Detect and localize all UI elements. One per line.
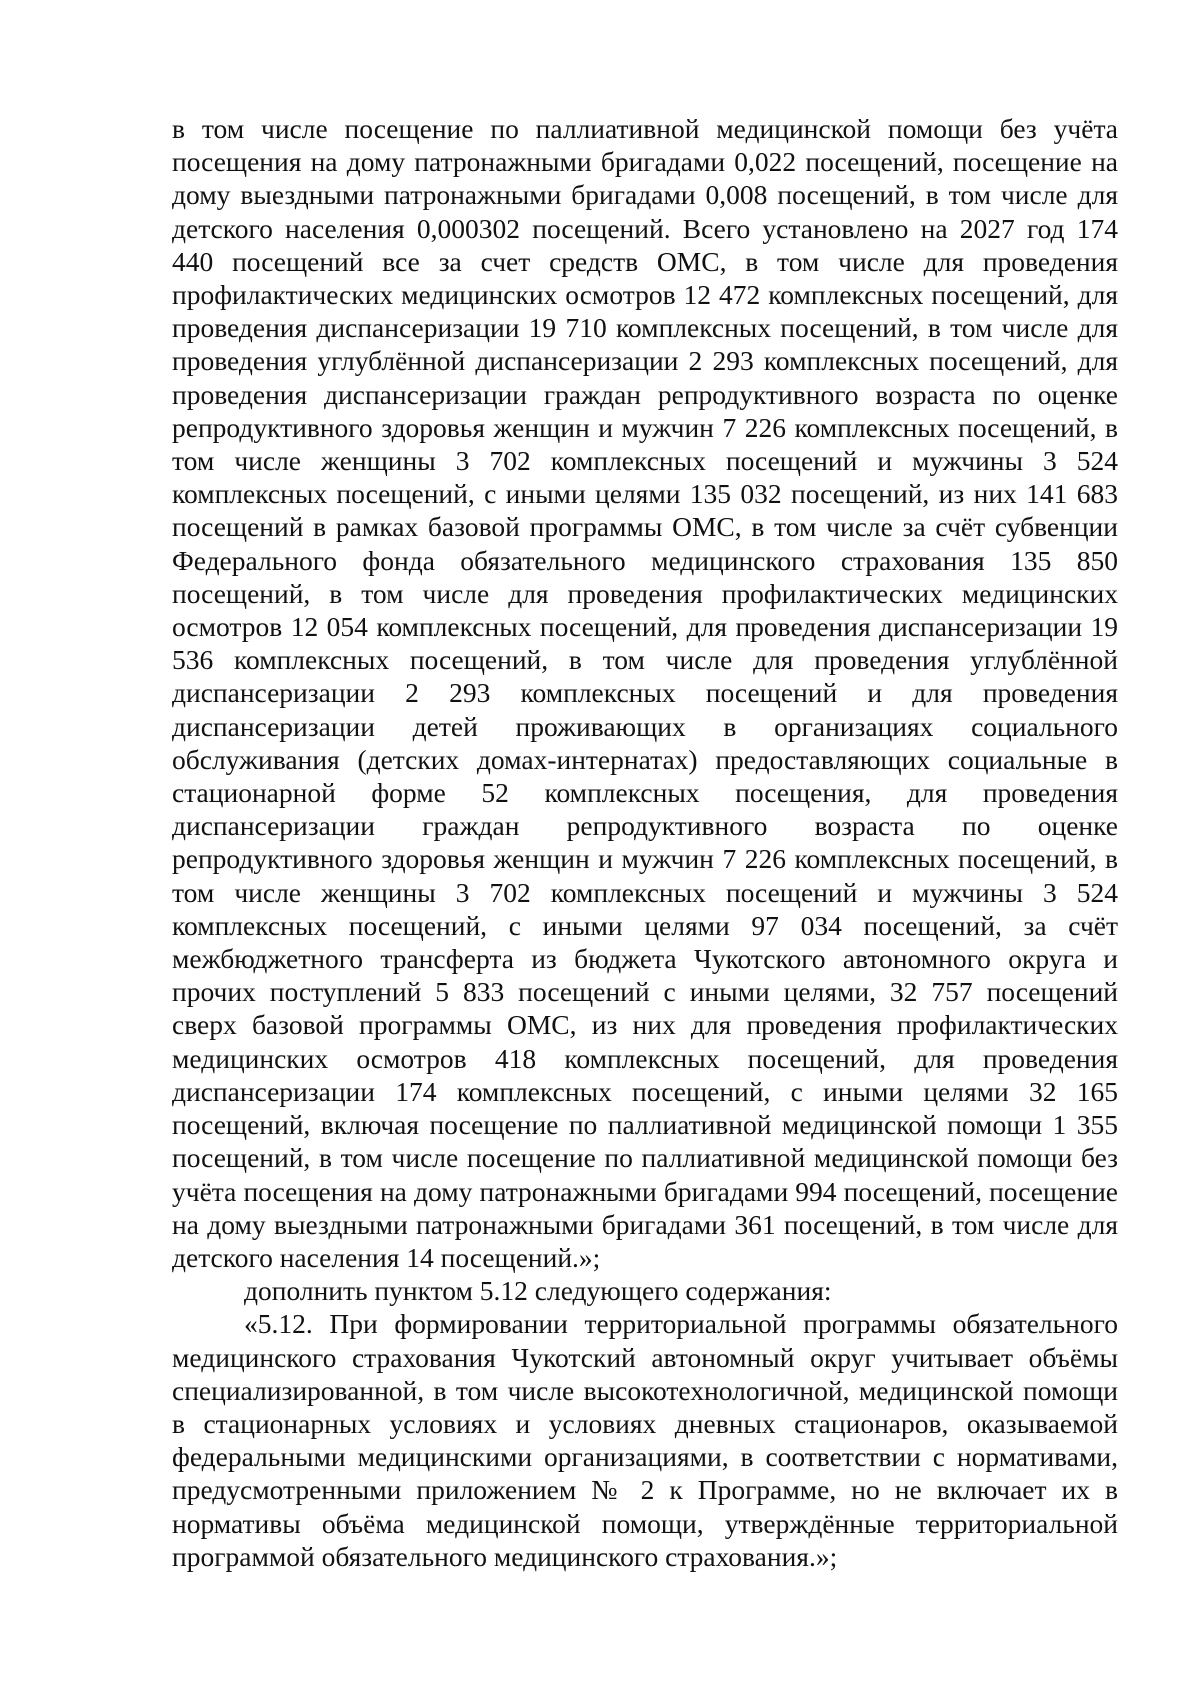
paragraph-continuation: в том числе посещение по паллиативной медицинской помощи без учёта посещения на дому патронажными бригадами 0,022 посещений, посещение на дому выездными патронажными бригадами 0,008 посещений, в том числе для детского населения 0,000302 посещений. Всего установлено на 2027 год 174 440 посещений все за счет средств ОМС, в том числе для проведения профилактических медицинских осмотров 12 472 комплексных посещений, для проведения диспансеризации 19 710 комплексных посещений, в том числе для проведения углублённой диспансеризации 2 293 комплексных посещений, для проведения диспансеризации граждан репродуктивного возраста по оценке репродуктивного здоровья женщин и мужчин 7 226 комплексных посещений, в том числе женщины 3 702 комплексных посещений и мужчины 3 524 комплексных посещений, с иными целями 135 032 посещений, из них 141 683 посещений в рамках базовой программы ОМС, в том числе за счёт субвенции Федерального фонда обязательного медицинского страхования 135 850 посещений, в том числе для проведения профилактических медицинских осмотров 12 054 комплексных посещений, для проведения диспансеризации 19 536 комплексных посещений, в том числе для проведения углублённой диспансеризации 2 293 комплексных посещений и для проведения диспансеризации детей проживающих в организациях социального обслуживания (детских домах-интернатах) предоставляющих социальные в стационарной форме 52 комплексных посещения, для проведения диспансеризации граждан репродуктивного возраста по оценке репродуктивного здоровья женщин и мужчин 7 226 комплексных посещений, в том числе женщины 3 702 комплексных посещений и мужчины 3 524 комплексных посещений, с иными целями 97 034 посещений, за счёт межбюджетного трансферта из бюджета Чукотского автономного округа и прочих поступлений 5 833 посещений с иными целями, 32 757 посещений сверх базовой программы ОМС, из них для проведения профилактических медицинских осмотров 418 комплексных посещений, для проведения диспансеризации 174 комплексных посещений, с иными целями 32 165 посещений, включая посещение по паллиативной медицинской помощи 1 355 посещений, в том числе посещение по паллиативной медицинской помощи без учёта посещения на дому патронажными бригадами 994 посещений, посещение на дому выездными патронажными бригадами 361 посещений, в том числе для детского населения 14 посещений.»; [172,113,1118,1273]
paragraph-clause-5-12: «5.12. При формировании территориальной программы обязательного медицинского страхования Чукотский автономный округ учитывает объёмы специализированной, в том числе высокотехнологичной, медицинской помощи в стационарных условиях и условиях дневных стационаров, оказываемой федеральными медицинскими организациями, в соответствии с нормативами, предусмотренными приложением № 2 к Программе, но не включает их в нормативы объёма медицинской помощи, утверждённые территориальной программой обязательного медицинского страхования.»; [172,1308,1118,1572]
paragraph-amendment-instruction: дополнить пунктом 5.12 следующего содержания: [244,1275,832,1307]
document-body [172,112,1118,1573]
